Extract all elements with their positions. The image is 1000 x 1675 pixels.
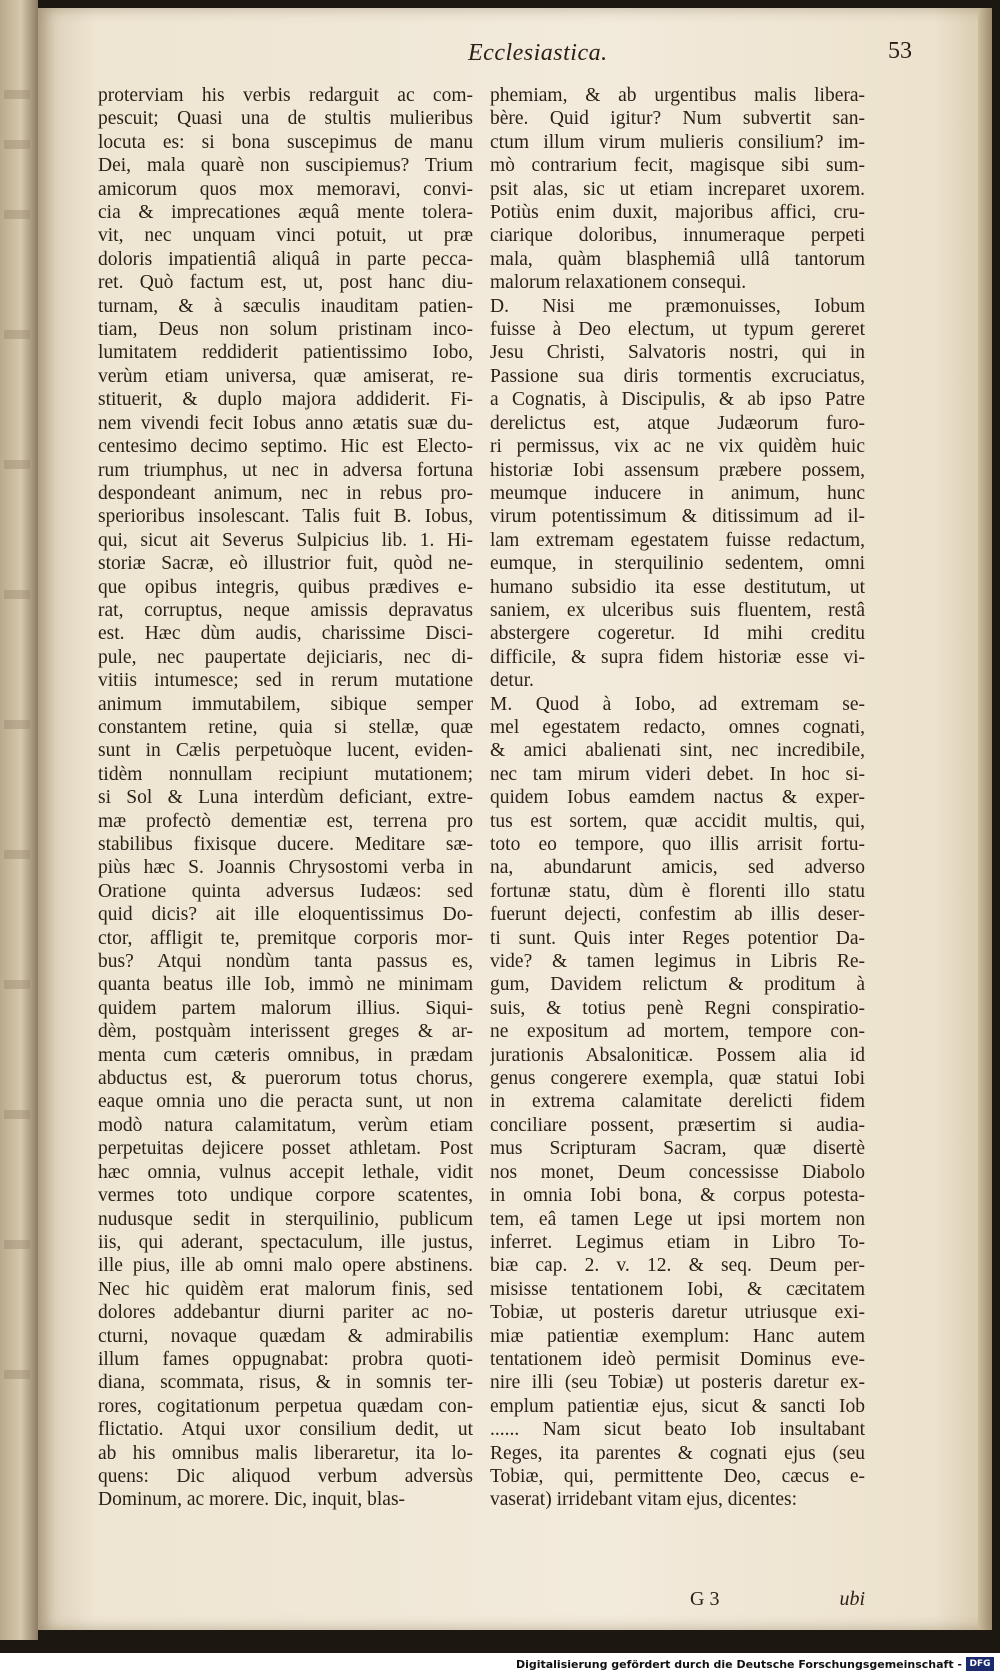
page-fore-edge bbox=[978, 8, 992, 1630]
catchword: ubi bbox=[839, 1588, 865, 1610]
text-line: vitiis intumesce; sed in rerum mutatione bbox=[98, 670, 473, 692]
text-line: toto eo tempore, quo illis arrisit fortu- bbox=[490, 834, 865, 855]
text-line: pule, nec paupertate dejiciaris, nec di- bbox=[98, 646, 473, 668]
text-line: illum fames oppugnabat: probra quoti- bbox=[98, 1348, 473, 1370]
text-line: genus congerere exempla, quæ statui Iobi bbox=[490, 1068, 865, 1090]
text-line: humano subsidio ita esse destitutum, ut bbox=[490, 576, 865, 598]
text-line: tentationem ideò permisit Dominus eve- bbox=[490, 1348, 865, 1370]
text-line: tem, eâ tamen Lege ut ipsi mortem non bbox=[490, 1208, 865, 1230]
text-line: piùs hæc S. Joannis Chrysostomi verba in bbox=[98, 857, 473, 879]
running-head: Ecclesiastica. bbox=[468, 40, 608, 66]
text-line: historiæ Iobi assensum præbere possem, bbox=[490, 459, 865, 481]
text-line: fuerunt dejecti, confestim ab illis deser- bbox=[490, 904, 865, 926]
text-line: quidem Iobus eamdem nactus & exper- bbox=[490, 787, 865, 809]
text-line: nem vivendi fecit Iobus anno ætatis suæ du- bbox=[98, 412, 473, 434]
text-line: conciliare possent, præsertim si audia- bbox=[490, 1114, 865, 1136]
text-line: pescuit; Quasi una de stultis mulieribus bbox=[98, 108, 473, 130]
text-line: proterviam his verbis redarguit ac com- bbox=[98, 85, 473, 106]
text-line: psit alas, sic ut etiam increparet uxorem. bbox=[490, 178, 865, 200]
text-line: derelictus est, atque Judæorum furo- bbox=[490, 412, 865, 434]
text-line: Potiùs enim duxit, majoribus affici, cru- bbox=[490, 202, 865, 224]
text-line: tidèm nonnullam recipiunt mutationem; bbox=[98, 763, 473, 785]
text-line: storiæ Sacræ, eò illustrior fuit, quòd ne- bbox=[98, 553, 473, 575]
text-line: sperioribus insolescant. Talis fuit B. Iobus, bbox=[98, 506, 473, 528]
text-line: vide? & tamen legimus in Libris Re- bbox=[490, 951, 865, 973]
text-line: ti sunt. Quis inter Reges potentior Da- bbox=[490, 927, 865, 949]
text-line: amicorum quos mox memoravi, convi- bbox=[98, 178, 473, 200]
text-line: lam extremam egestatem fuisse redactum, bbox=[490, 529, 865, 551]
text-line: misisse tentationem Iobi, & cæcitatem bbox=[490, 1278, 865, 1300]
text-line: ciarique doloribus, innumeraque perpeti bbox=[490, 225, 865, 247]
text-line: inferret. Legimus etiam in Libro To- bbox=[490, 1231, 865, 1253]
text-line: nos monet, Deum concessisse Diabolo bbox=[490, 1161, 865, 1183]
text-line: mel egestatem redacto, omnes cognati, bbox=[490, 716, 865, 738]
text-line: vermes toto undique corpore scatentes, bbox=[98, 1185, 473, 1207]
text-line: malorum relaxationem consequi. bbox=[490, 272, 747, 294]
text-line: diana, scommata, risus, & in somnis ter- bbox=[98, 1372, 473, 1394]
previous-page-edge bbox=[0, 0, 38, 1640]
text-line: abductus est, & puerorum totus chorus, bbox=[98, 1068, 473, 1090]
digitization-credit: Digitalisierung gefördert durch die Deutsche Forschungsgemeinschaft - bbox=[515, 1658, 962, 1671]
text-line: doloris impatientiâ aliquâ in parte pecca- bbox=[98, 248, 473, 270]
book-page bbox=[38, 8, 992, 1630]
text-line: perpetuitas dejicere posset athletam. Post bbox=[98, 1138, 473, 1160]
text-line: bus? Atqui nondùm tanta passus es, bbox=[98, 951, 473, 973]
text-line: ctum illum virum mulieris consilium? im- bbox=[490, 131, 865, 153]
text-line: rum triumphus, ut nec in adversa fortuna bbox=[98, 459, 473, 481]
signature-mark: G 3 bbox=[690, 1588, 720, 1610]
text-line: Reges, ita parentes & cognati ejus (seu bbox=[490, 1442, 865, 1464]
page-footer bbox=[490, 1588, 865, 1616]
page-header bbox=[98, 36, 932, 76]
text-line: gum, Davidem relictum & proditum à bbox=[490, 974, 865, 996]
text-line: dèm, postquàm interissent greges & ar- bbox=[98, 1021, 473, 1043]
text-line: saniem, ex ulceribus suis fluentem, restâ bbox=[490, 599, 865, 621]
text-line: tiam, Deus non solum pristinam inco- bbox=[98, 319, 473, 341]
text-line: hæc omnia, vulnus accepit lethale, vidit bbox=[98, 1161, 473, 1183]
text-line: difficile, & supra fidem historiæ esse vi- bbox=[490, 646, 865, 668]
text-line: quens: Dic aliquod verbum adversùs bbox=[98, 1465, 473, 1487]
text-line: lumitatem reddiderit patientissimo Iobo, bbox=[98, 342, 473, 364]
text-line: a Cognatis, à Discipulis, & ab ipso Patre bbox=[490, 389, 865, 411]
text-line: rat, corruptus, neque amissis depravatus bbox=[98, 599, 473, 621]
text-line: modò natura calamitatum, verùm etiam bbox=[98, 1114, 473, 1136]
text-line: quidem partem malorum illius. Siqui- bbox=[98, 997, 473, 1019]
text-line: qui, sicut ait Severus Sulpicius lib. 1. Hi- bbox=[98, 529, 473, 551]
text-line: rores, cogitationum perpetua quædam con- bbox=[98, 1395, 473, 1417]
dfg-logo: DFG bbox=[966, 1657, 994, 1671]
text-line: Tobiæ, ut posteris daretur utriusque exi- bbox=[490, 1302, 865, 1324]
text-line: ille pius, ille ab omni malo opere abstinens. bbox=[98, 1255, 473, 1277]
text-line: quid dicis? ait ille eloquentissimus Do- bbox=[98, 904, 473, 926]
text-line: mus Scripturam Sacram, quæ disertè bbox=[490, 1138, 865, 1160]
text-line: fuisse à Deo electum, ut typum gereret bbox=[490, 319, 865, 341]
text-line: detur. bbox=[490, 670, 534, 692]
text-line: fortunæ statu, dùm è florenti illo statu bbox=[490, 880, 865, 902]
text-line: Tobiæ, qui, permittente Deo, cæcus e- bbox=[490, 1465, 865, 1487]
text-line: constantem retine, quia si stellæ, quæ bbox=[98, 716, 473, 738]
text-line: Dei, mala quarè non suscipiemus? Trium bbox=[98, 155, 473, 177]
text-line: stituerit, & duplo majora addiderit. Fi- bbox=[98, 389, 473, 411]
text-line: D. Nisi me præmonuisses, Iobum bbox=[490, 295, 865, 317]
text-line: vaserat) irridebant vitam ejus, dicentes: bbox=[490, 1489, 798, 1511]
text-line: centesimo decimo septimo. Hic est Electo- bbox=[98, 436, 473, 458]
text-line: ab his omnibus malis liberaretur, ita lo- bbox=[98, 1442, 473, 1464]
text-line: bère. Quid igitur? Num subvertit san- bbox=[490, 108, 865, 130]
text-line: que opibus integris, quibus prædives e- bbox=[98, 576, 473, 598]
text-line: verùm etiam universa, quæ amiserat, re- bbox=[98, 365, 473, 387]
text-line: phemiam, & ab urgentibus malis libera- bbox=[490, 85, 865, 106]
text-line: in extrema calamitate derelicti fidem bbox=[490, 1091, 865, 1113]
text-line: biæ cap. 2. v. 12. & seq. Deum per- bbox=[490, 1255, 865, 1277]
text-line: M. Quod à Iobo, ad extremam se- bbox=[490, 693, 865, 715]
text-line: ret. Quò factum est, ut, post hanc diu- bbox=[98, 272, 473, 294]
text-line: abstergere cogeretur. Id mihi creditu bbox=[490, 623, 865, 645]
text-line: suis, & totius penè Regni conspiratio- bbox=[490, 997, 865, 1019]
text-line: nudusque sedit in sterquilinio, publicum bbox=[98, 1208, 473, 1230]
text-line: meumque inducere in animum, hunc bbox=[490, 482, 865, 504]
text-line: Passione sua diris tormentis excruciatus, bbox=[490, 365, 865, 387]
text-line: cturni, novaque quædam & admirabilis bbox=[98, 1325, 473, 1347]
text-line: nire illi (seu Tobiæ) ut posteris daretur ex- bbox=[490, 1372, 865, 1394]
right-text-column bbox=[490, 84, 865, 1512]
text-line: miæ patientiæ exemplum: Hanc autem bbox=[490, 1325, 865, 1347]
text-line: locuta es: si bona suscepimus de manu bbox=[98, 131, 473, 153]
text-line: iis, qui aderant, spectaculum, ille justus, bbox=[98, 1231, 473, 1253]
text-line: Jesu Christi, Salvatoris nostri, qui in bbox=[490, 342, 865, 364]
text-line: flictatio. Atqui uxor consilium dedit, ut bbox=[98, 1419, 473, 1441]
text-line: est. Hæc dùm audis, charissime Disci- bbox=[98, 623, 473, 645]
text-line: Dominum, ac morere. Dic, inquit, blas- bbox=[98, 1489, 406, 1511]
text-line: ...... Nam sicut beato Iob insultabant bbox=[490, 1419, 865, 1441]
text-line: na, abundarunt amicis, sed adverso bbox=[490, 857, 865, 879]
text-line: virum potentissimum & ditissimum ad il- bbox=[490, 506, 865, 528]
text-line: eaque omnia uno die peracta sunt, ut non bbox=[98, 1091, 473, 1113]
text-line: si Sol & Luna interdùm deficiant, extre- bbox=[98, 787, 473, 809]
text-line: sunt in Cælis perpetuòque lucent, eviden- bbox=[98, 740, 473, 762]
text-line: Oratione quinta adversus Iudæos: sed bbox=[98, 880, 473, 902]
text-line: jurationis Absaloniticæ. Possem alia id bbox=[490, 1044, 865, 1066]
text-line: quanta beatus ille Iob, immò ne minimam bbox=[98, 974, 473, 996]
text-line: Nec hic quidèm erat malorum finis, sed bbox=[98, 1278, 473, 1300]
text-line: ctor, affligit te, premitque corporis mor- bbox=[98, 927, 473, 949]
text-line: stabilibus fixisque ducere. Meditare sæ- bbox=[98, 834, 473, 855]
text-line: menta cum cæteris omnibus, in prædam bbox=[98, 1044, 473, 1066]
text-line: cia & imprecationes æquâ mente tolera- bbox=[98, 202, 473, 224]
text-line: mæ profectò dementiæ est, terrena pro bbox=[98, 810, 473, 832]
text-line: eumque, in sterquilinio sedentem, omni bbox=[490, 553, 865, 575]
text-line: mò contrarium fecit, magisque sibi sum- bbox=[490, 155, 865, 177]
text-line: nec tam mirum videri debet. In hoc si- bbox=[490, 763, 865, 785]
text-line: turnam, & à sæculis inauditam patien- bbox=[98, 295, 473, 317]
credit-bar bbox=[0, 1653, 1000, 1675]
text-line: dolores addebantur diurni pariter ac no- bbox=[98, 1302, 473, 1324]
page-number: 53 bbox=[888, 38, 912, 64]
text-line: despondeant animum, nec in rebus pro- bbox=[98, 482, 473, 504]
text-line: in omnia Iobi bona, & corpus potesta- bbox=[490, 1185, 865, 1207]
text-line: ne expositum ad mortem, tempore con- bbox=[490, 1021, 865, 1043]
text-line: vit, nec unquam vinci potuit, ut præ bbox=[98, 225, 473, 247]
text-line: mala, quàm blasphemiâ ullâ tantorum bbox=[490, 248, 865, 270]
text-line: emplum patientiæ ejus, sicut & sancti Iob bbox=[490, 1395, 865, 1417]
text-line: animum immutabilem, sibique semper bbox=[98, 693, 473, 715]
text-line: & amici abalienati sint, nec incredibile, bbox=[490, 740, 865, 762]
text-line: tus est sortem, quæ accidit multis, qui, bbox=[490, 810, 865, 832]
left-text-column bbox=[98, 84, 473, 1512]
text-line: ri permissus, vix ac ne vix quidèm huic bbox=[490, 436, 865, 458]
